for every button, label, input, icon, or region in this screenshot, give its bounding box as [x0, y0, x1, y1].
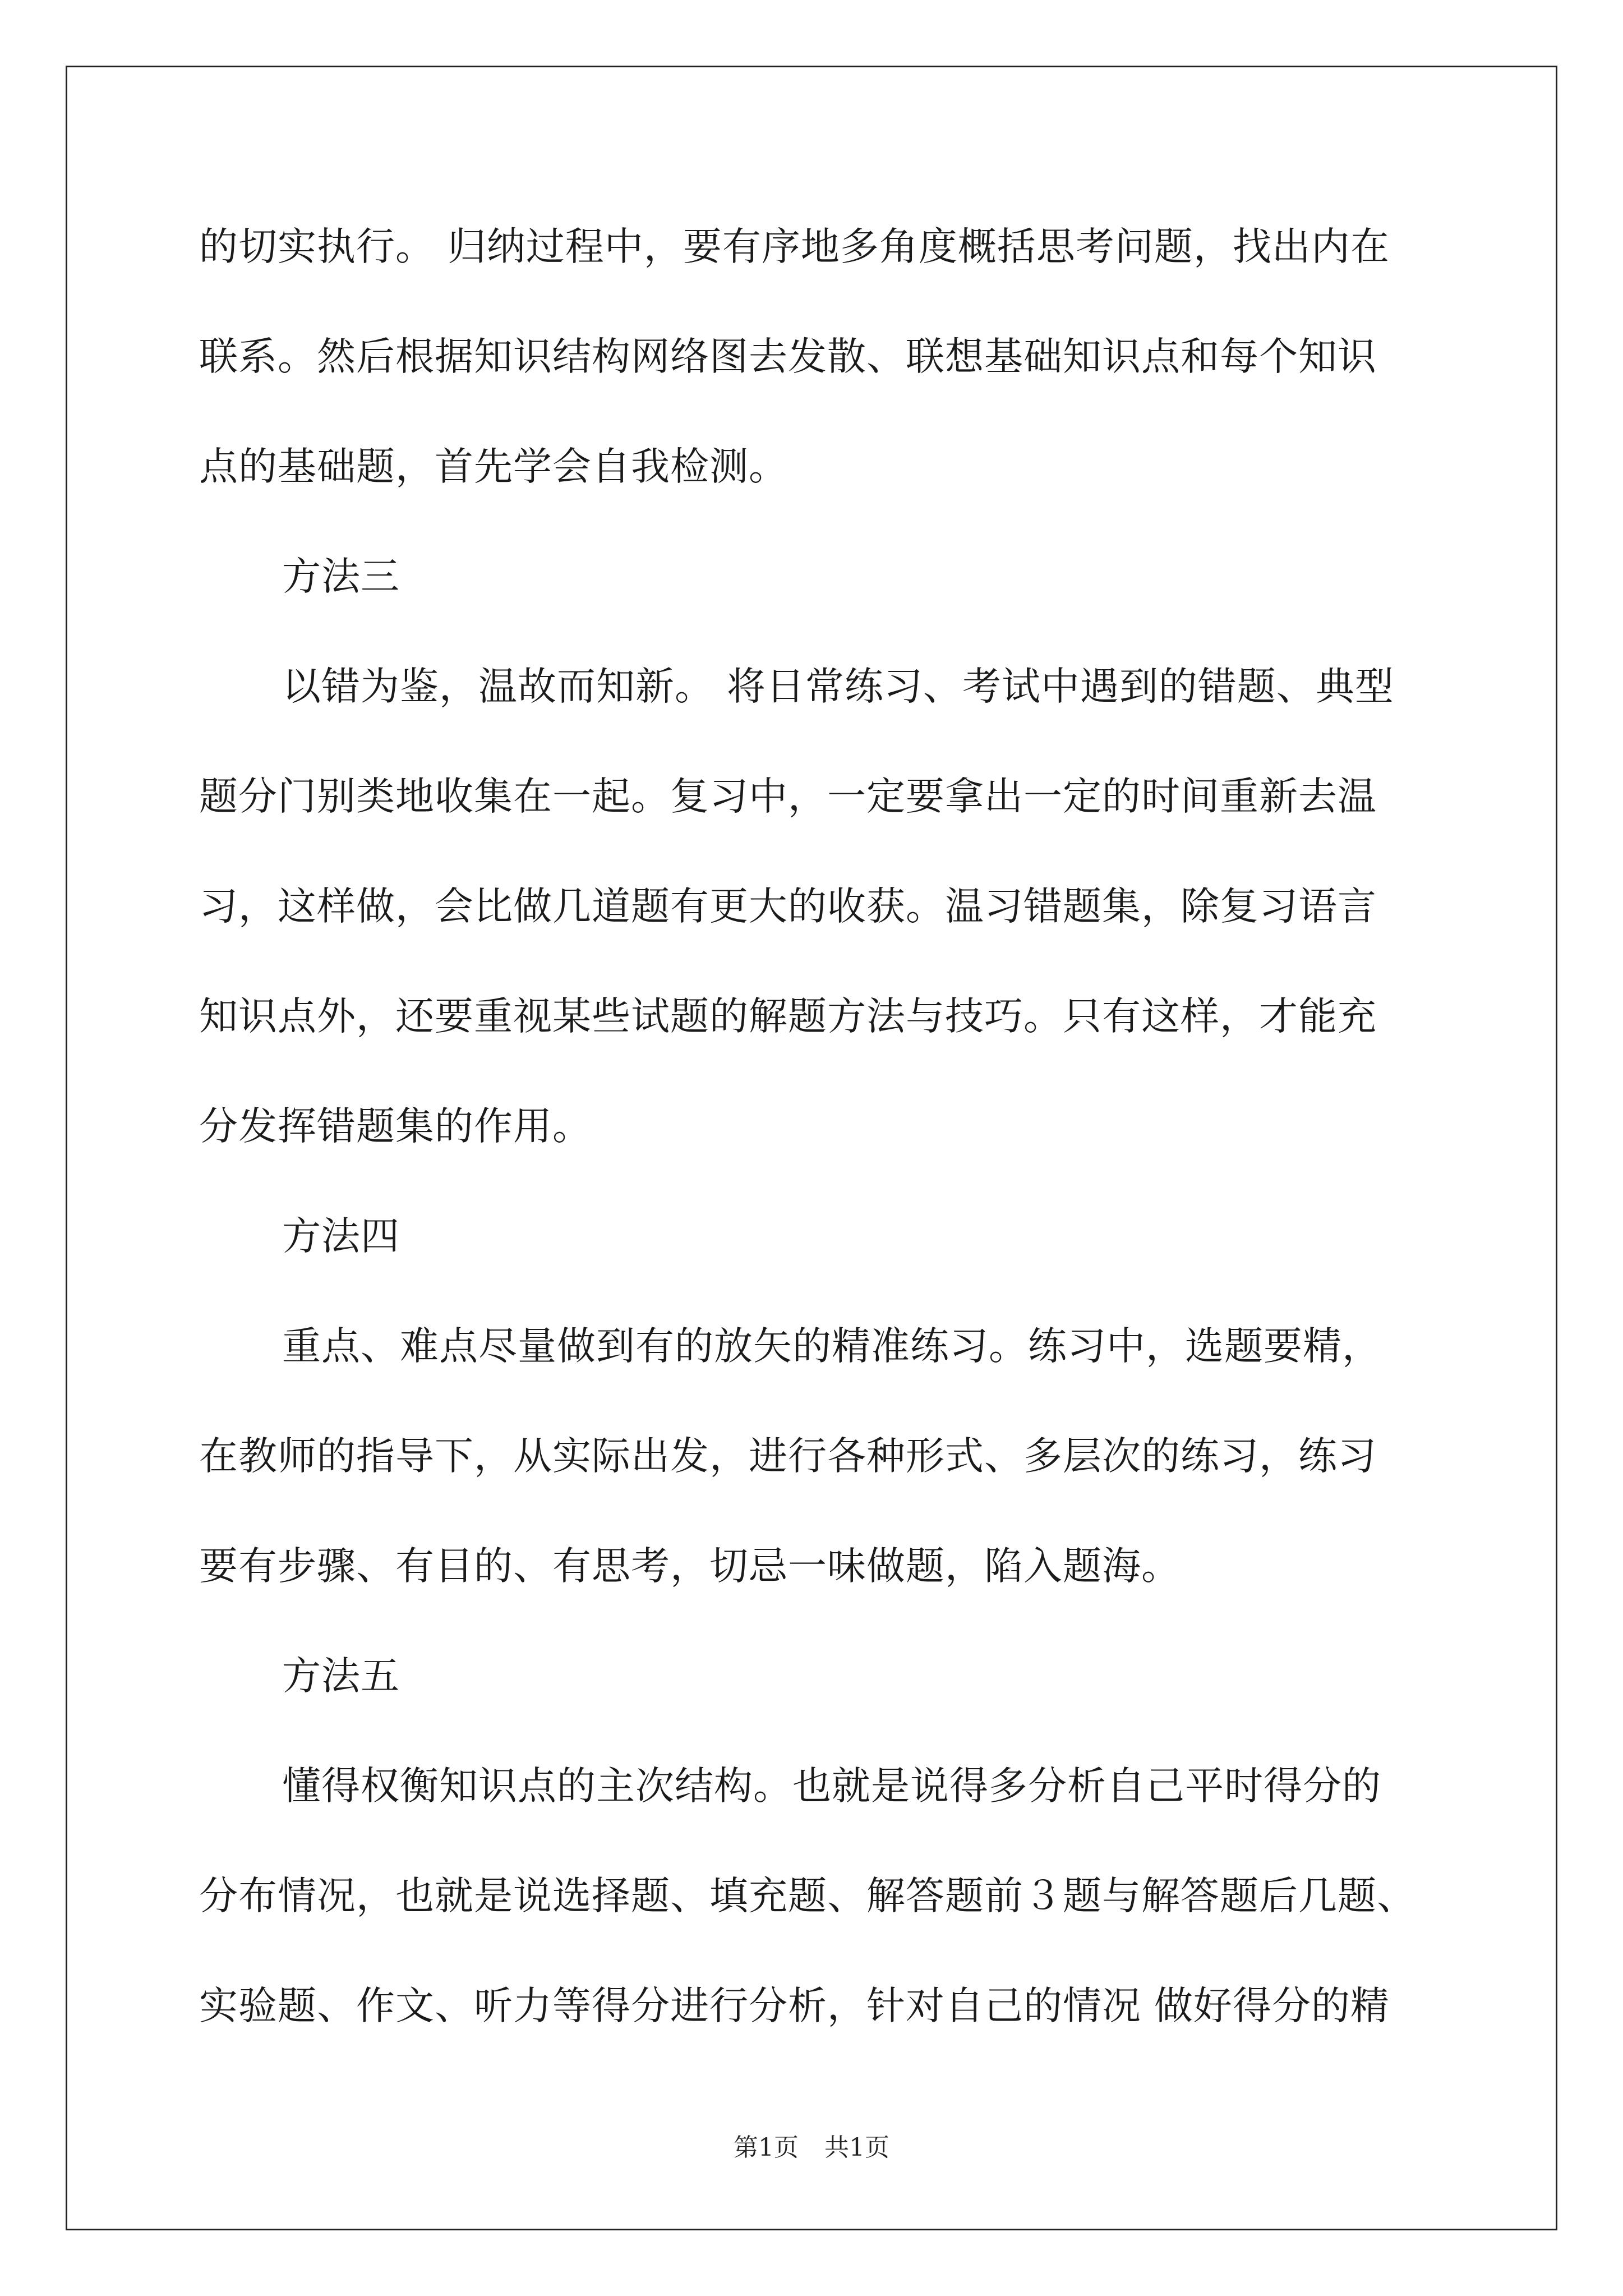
section-heading: 方法四 [282, 1214, 400, 1259]
paragraph-line: 知识点外，还要重视某些试题的解题方法与技巧。只有这样，才能充 [199, 994, 1377, 1039]
paragraph-line: 分发挥错题集的作用。 [199, 1104, 592, 1149]
paragraph-line: 题分门别类地收集在一起。复习中，一定要拿出一定的时间重新去温 [199, 774, 1377, 819]
paragraph-line: 懂得权衡知识点的主次结构。也就是说得多分析自己平时得分的 [282, 1764, 1381, 1809]
paragraph-line: 要有步骤、有目的、有思考，切忌一味做题，陷入题海。 [199, 1544, 1181, 1589]
paragraph-line: 以错为鉴，温故而知新。 将日常练习、考试中遇到的错题、典型 [282, 664, 1394, 709]
section-heading: 方法五 [282, 1654, 400, 1699]
document-body [199, 213, 1455, 2082]
paragraph-line: 点的基础题，首先学会自我检测。 [199, 444, 788, 489]
page-number: 第1页 [734, 2133, 799, 2162]
page-total: 共1页 [824, 2133, 889, 2162]
paragraph-line: 的切实执行。 归纳过程中，要有序地多角度概括思考问题，找出内在 [199, 224, 1390, 269]
paragraph-line: 习，这样做，会比做几道题有更大的收获。温习错题集，除复习语言 [199, 884, 1377, 929]
paragraph-line: 联系。然后根据知识结构网络图去发散、联想基础知识点和每个知识 [199, 334, 1377, 379]
paragraph-line: 在教师的指导下，从实际出发，进行各种形式、多层次的练习，练习 [199, 1434, 1377, 1479]
paragraph-line: 分布情况，也就是说选择题、填充题、解答题前３题与解答题后几题、 [199, 1874, 1416, 1918]
section-heading: 方法三 [282, 554, 400, 599]
paragraph-line: 重点、难点尽量做到有的放矢的精准练习。练习中，选题要精， [282, 1324, 1381, 1369]
page-footer [0, 2127, 1623, 2163]
paragraph-line: 实验题、作文、听力等得分进行分析，针对自己的情况 做好得分的精 [199, 1984, 1390, 2028]
